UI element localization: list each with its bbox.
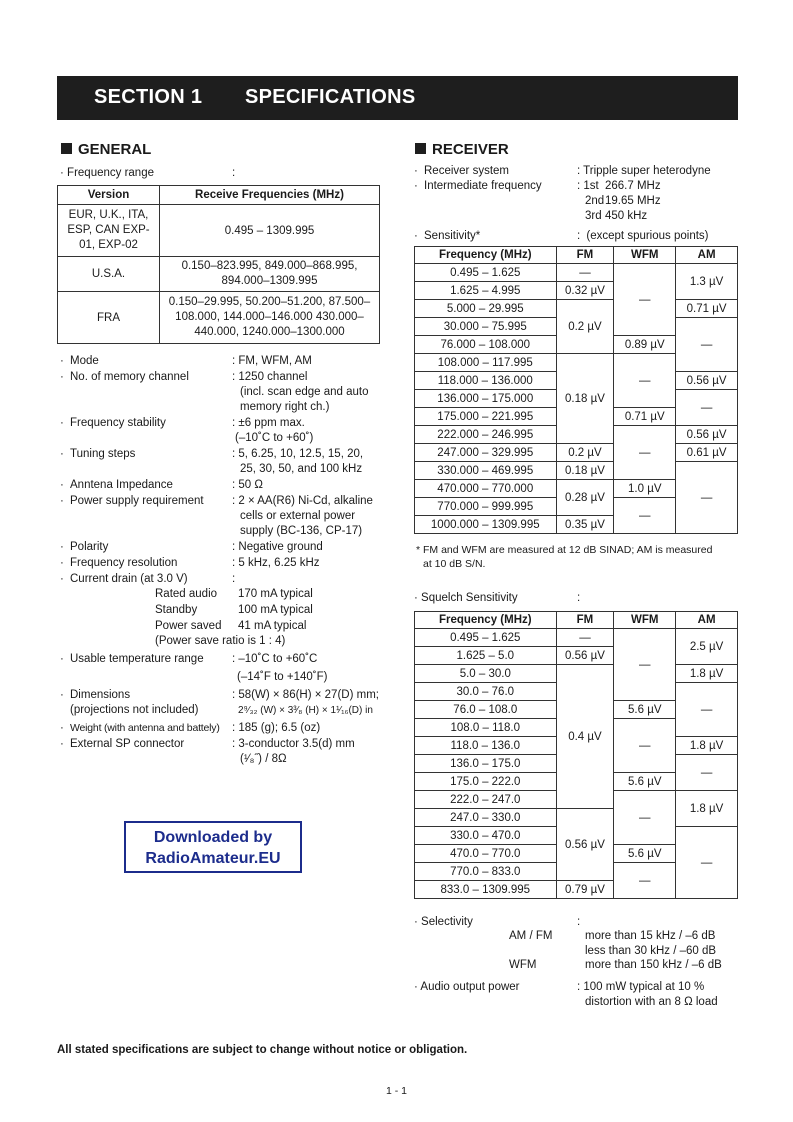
frequency-cell: 76.0 – 108.0 (415, 701, 557, 719)
wfm-value-cell: — (614, 629, 676, 701)
frequency-cell: 1000.000 – 1309.995 (415, 516, 557, 534)
general-heading: GENERAL (61, 141, 151, 158)
fm-value-cell: 0.56 µV (556, 809, 614, 881)
am-value-cell: 0.56 µV (676, 372, 738, 390)
version-cell: U.S.A. (58, 257, 160, 292)
frequency-cell: 5.000 – 29.995 (415, 300, 557, 318)
section-header-band (57, 76, 738, 120)
frequency-cell: 833.0 – 1309.995 (415, 881, 557, 899)
spec-resolution: · Frequency resolution : 5 kHz, 6.25 kHz (60, 557, 320, 569)
table-row (415, 444, 738, 462)
fm-value-cell: 0.18 µV (556, 354, 614, 444)
square-bullet-icon (415, 143, 426, 154)
am-value-cell: 1.8 µV (676, 791, 738, 827)
wfm-value-cell: — (614, 264, 676, 336)
frequency-cell: 118.0 – 136.0 (415, 737, 557, 755)
wfm-value-cell: — (614, 354, 676, 408)
table-header-frequencies: Receive Frequencies (MHz) (160, 186, 380, 205)
frequency-cell: 247.0 – 330.0 (415, 809, 557, 827)
table-row (415, 264, 738, 282)
frequency-cell: 222.000 – 246.995 (415, 426, 557, 444)
wfm-value-cell: 1.0 µV (614, 480, 676, 498)
wfm-value-cell: 0.71 µV (614, 408, 676, 426)
frequency-cell: 108.0 – 118.0 (415, 719, 557, 737)
frequency-cell: 175.000 – 221.995 (415, 408, 557, 426)
spec-external-sp: · External SP connector : 3-conductor 3.5(d) mm (¹⁄₈˝) / 8Ω (60, 738, 355, 765)
spec-memory: · No. of memory channel : 1250 channel (incl. scan edge and auto memory right ch.) (60, 371, 369, 413)
frequency-cell: 222.0 – 247.0 (415, 791, 557, 809)
page-number: 1 - 1 (385, 1085, 407, 1097)
fm-value-cell: — (556, 629, 614, 647)
spec-dimensions: · Dimensions (projections not included) : 58(W) × 86(H) × 27(D) mm; 2⁹⁄₃₂ (W) × 3³⁄₈ (H) × 1¹⁄₁₆(D) in (60, 689, 379, 716)
section-number: SECTION 1 (94, 86, 203, 108)
frequency-cell: 30.0 – 76.0 (415, 683, 557, 701)
section-title: SPECIFICATIONS (245, 86, 416, 108)
sensitivity-footnote: * FM and WFM are measured at 12 dB SINAD; AM is measured at 10 dB S/N. (416, 544, 713, 570)
wfm-value-cell: — (614, 863, 676, 899)
frequency-cell: 0.150–823.995, 849.000–868.995, 894.000–1309.995 (160, 257, 380, 292)
table-header-wfm: WFM (614, 612, 676, 629)
frequency-cell: 470.0 – 770.0 (415, 845, 557, 863)
frequency-cell: 0.495 – 1309.995 (160, 205, 380, 257)
frequency-cell: 0.150–29.995, 50.200–51.200, 87.500–108.000, 144.000–146.000 430.000–440.000, 1240.000–1300.000 (160, 292, 380, 344)
am-value-cell: 1.8 µV (676, 665, 738, 683)
table-header-frequency: Frequency (MHz) (415, 247, 557, 264)
fm-value-cell: 0.4 µV (556, 665, 614, 809)
selectivity-label: · Selectivity (414, 916, 473, 928)
am-value-cell: 1.3 µV (676, 264, 738, 300)
selectivity-wfm-value: more than 150 kHz / –6 dB (585, 959, 722, 971)
wfm-value-cell: — (614, 791, 676, 845)
fm-value-cell: 0.79 µV (556, 881, 614, 899)
table-header-wfm: WFM (614, 247, 676, 264)
frequency-cell: 30.000 – 75.995 (415, 318, 557, 336)
spec-tuning: · Tuning steps : 5, 6.25, 10, 12.5, 15, 20, 25, 30, 50, and 100 kHz (60, 448, 364, 475)
table-header-frequency: Frequency (MHz) (415, 612, 557, 629)
squelch-sensitivity-table (414, 611, 738, 899)
frequency-cell: 108.000 – 117.995 (415, 354, 557, 372)
fm-value-cell: 0.56 µV (556, 647, 614, 665)
am-value-cell: — (676, 755, 738, 791)
spec-power: · Power supply requirement : 2 × AA(R6) Ni-Cd, alkaline cells or external power supply (BC-136, CP-17) (60, 495, 373, 537)
table-header-version: Version (58, 186, 160, 205)
spec-stability: · Frequency stability : ±6 ppm max. (–10˚C to +60˚) (60, 417, 314, 444)
current-drain-details: Rated audio 170 mA typical Standby 100 mA typical Power saved 41 mA typical (Power save ratio is 1 : 4) (155, 588, 313, 647)
general-spec-list (60, 354, 390, 767)
table-row (415, 462, 738, 480)
frequency-cell: 76.000 – 108.000 (415, 336, 557, 354)
fm-value-cell: 0.2 µV (556, 444, 614, 462)
squelch-colon: : (577, 592, 581, 604)
frequency-cell: 136.000 – 175.000 (415, 390, 557, 408)
audio-output-label: · Audio output power (414, 981, 520, 993)
spec-intermediate-frequency: · Intermediate frequency : 1st 266.7 MHz 2nd19.65 MHz 3rd 450 kHz (414, 180, 661, 222)
spec-receiver-system: · Receiver system : Tripple super heterodyne (414, 165, 711, 177)
frequency-cell: 770.0 – 833.0 (415, 863, 557, 881)
selectivity-amfm-values: more than 15 kHz / –6 dB less than 30 kHz / –60 dB (585, 930, 717, 957)
table-row (415, 665, 738, 683)
frequency-table (57, 185, 380, 344)
table-header-fm: FM (556, 247, 614, 264)
frequency-cell: 175.0 – 222.0 (415, 773, 557, 791)
selectivity-amfm-label: AM / FM (509, 930, 553, 942)
fm-value-cell: — (556, 264, 614, 282)
am-value-cell: — (676, 827, 738, 899)
am-value-cell: — (676, 390, 738, 426)
frequency-cell: 118.000 – 136.000 (415, 372, 557, 390)
audio-output-value: : 100 mW typical at 10 % distortion with an 8 Ω load (577, 981, 718, 1008)
frequency-cell: 1.625 – 4.995 (415, 282, 557, 300)
table-header-am: AM (676, 612, 738, 629)
frequency-cell: 5.0 – 30.0 (415, 665, 557, 683)
receiver-spec-list (414, 164, 744, 244)
table-header-am: AM (676, 247, 738, 264)
am-value-cell: — (676, 462, 738, 534)
am-value-cell: 2.5 µV (676, 629, 738, 665)
wfm-value-cell: — (614, 426, 676, 480)
spec-mode: · Mode : FM, WFM, AM (60, 355, 312, 367)
spec-weight: · Weight (with antenna and battely) : 185 (g); 6.5 (oz) (60, 722, 321, 734)
square-bullet-icon (61, 143, 72, 154)
spec-antenna: · Anntena Impedance : 50 Ω (60, 479, 263, 491)
frequency-cell: 1.625 – 5.0 (415, 647, 557, 665)
am-value-cell: 0.71 µV (676, 300, 738, 318)
fm-value-cell: 0.35 µV (556, 516, 614, 534)
receiver-heading: RECEIVER (415, 141, 509, 158)
wfm-value-cell: 0.89 µV (614, 336, 676, 354)
wfm-value-cell: 5.6 µV (614, 845, 676, 863)
am-value-cell: 0.56 µV (676, 426, 738, 444)
version-cell: FRA (58, 292, 160, 344)
spec-temperature: · Usable temperature range : –10˚C to +60˚C (–14˚F to +140˚F) (60, 653, 328, 683)
am-value-cell: 1.8 µV (676, 737, 738, 755)
sensitivity-table (414, 246, 738, 534)
fm-value-cell: 0.32 µV (556, 282, 614, 300)
frequency-cell: 770.000 – 999.995 (415, 498, 557, 516)
spec-sensitivity: · Sensitivity* : (except spurious points) (414, 230, 709, 242)
selectivity-colon: : (577, 916, 581, 928)
table-row (415, 300, 738, 318)
frequency-cell: 247.000 – 329.995 (415, 444, 557, 462)
table-header-fm: FM (556, 612, 614, 629)
am-value-cell: — (676, 683, 738, 737)
frequency-cell: 330.000 – 469.995 (415, 462, 557, 480)
frequency-cell: 330.0 – 470.0 (415, 827, 557, 845)
footer-note: All stated specifications are subject to change without notice or obligation. (57, 1044, 468, 1056)
selectivity-wfm-label: WFM (509, 959, 537, 971)
am-value-cell: — (676, 318, 738, 372)
wfm-value-cell: 5.6 µV (614, 701, 676, 719)
fm-value-cell: 0.18 µV (556, 462, 614, 480)
spec-polarity: · Polarity : Negative ground (60, 541, 323, 553)
frequency-cell: 136.0 – 175.0 (415, 755, 557, 773)
frequency-cell: 0.495 – 1.625 (415, 264, 557, 282)
frequency-range-colon: : (232, 167, 236, 179)
am-value-cell: 0.61 µV (676, 444, 738, 462)
table-row (415, 629, 738, 647)
download-watermark-logo: Downloaded by RadioAmateur.EU (124, 821, 302, 873)
frequency-cell: 0.495 – 1.625 (415, 629, 557, 647)
wfm-value-cell: — (614, 498, 676, 534)
fm-value-cell: 0.28 µV (556, 480, 614, 516)
squelch-sensitivity-label: · Squelch Sensitivity (414, 592, 518, 604)
fm-value-cell: 0.2 µV (556, 300, 614, 354)
wfm-value-cell: — (614, 719, 676, 773)
version-cell: EUR, U.K., ITA, ESP, CAN EXP-01, EXP-02 (58, 205, 160, 257)
frequency-cell: 470.000 – 770.000 (415, 480, 557, 498)
wfm-value-cell: 5.6 µV (614, 773, 676, 791)
frequency-range-label: · Frequency range (60, 167, 154, 179)
spec-current: · Current drain (at 3.0 V) : (60, 573, 236, 585)
